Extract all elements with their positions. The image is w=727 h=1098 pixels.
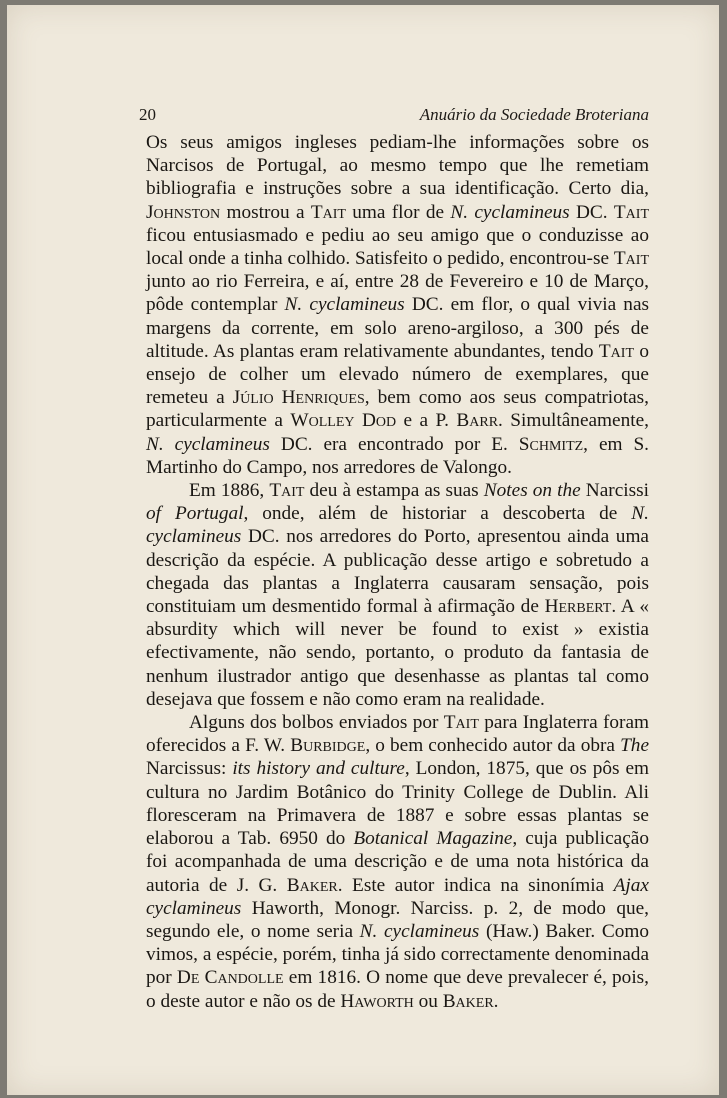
author-name: Tait [310, 201, 346, 223]
author-name: Schmitz [518, 433, 584, 455]
text-run: , bem como aos seus compatriotas, particularmente a [146, 387, 649, 432]
italic-text: N. cyclamineus [450, 201, 570, 223]
author-name: Tait [269, 480, 305, 502]
text-run: ou [413, 990, 443, 1012]
text-run: deu à estampa as suas [304, 480, 484, 502]
author-name: Haworth [340, 990, 414, 1012]
text-run: DC. era encontrado por E. [269, 433, 519, 455]
text-run: . [493, 990, 499, 1012]
book-page [7, 5, 719, 1095]
author-name: Tait [613, 201, 649, 223]
text-run: Haworth, Monogr. Narciss. p. 2, de modo que, segundo ele, o nome seria [146, 897, 649, 942]
author-name: Baker [442, 990, 494, 1012]
text-run: , cuja publicação foi acompanhada de uma descrição e de uma nota histórica da autoria de J. G. [146, 828, 649, 896]
italic-text: Ajax cyclamineus [146, 874, 649, 919]
text-run: , onde, além de historiar a descoberta de [243, 503, 632, 525]
text-run: , em S. Martinho do Campo, nos arredores de Valongo. [146, 433, 650, 478]
italic-text: N. cyclamineus [146, 503, 649, 548]
author-name: Herbert [544, 596, 612, 618]
text-run: Os seus amigos ingleses pediam-lhe informações sobre os Narcisos de Portugal, ao mesmo tempo que lhe remetiam bibliografia e instruções sobre a sua identificação. Certo dia, [146, 132, 649, 200]
running-head: Anuário da Sociedade Broteriana [419, 105, 649, 124]
paragraph [146, 711, 649, 1013]
italic-text: N. cyclamineus [284, 294, 405, 316]
author-name: Baker [286, 874, 338, 896]
text-run: Narcissi [580, 480, 649, 502]
italic-text: The [620, 735, 649, 757]
text-run: mostrou a [220, 201, 311, 223]
author-name: Johnston [146, 201, 221, 223]
text-run: para Inglaterra foram oferecidos a F. W. [146, 712, 650, 757]
text-run: em 1816. O nome que deve prevalecer é, pois, o deste autor e não os de [146, 967, 649, 1012]
text-run: e a P. [396, 410, 457, 432]
text-run: . A « absurdity which will never be found to exist » existia efectivamente, não sendo, portanto, o produto da fantasia de nenhum ilustrador antigo que desenhasse as plantas tal como desejava que fossem e não como eram na realidade. [146, 596, 649, 710]
text-run: . Simultâneamente, [498, 410, 649, 432]
italic-text: of Portugal [146, 503, 244, 525]
text-run: junto ao rio Ferreira, e aí, entre 28 de Fevereiro e 10 de Março, pôde contemplar [146, 271, 649, 316]
author-name: Júlio Henriques [232, 387, 365, 409]
italic-text: Botanical Magazine [353, 828, 513, 850]
text-run: Em 1886, [189, 480, 270, 502]
author-name: Burbidge [290, 735, 366, 757]
author-name: Barr [456, 410, 499, 432]
text-run: Alguns dos bolbos enviados por [189, 712, 444, 734]
author-name: Tait [613, 248, 649, 270]
text-run: DC. em flor, o qual vivia nas margens da corrente, em solo areno-argiloso, a 300 pés de altitude. As plantas eram relativamente abundantes, tendo [146, 294, 650, 362]
paragraph [146, 479, 649, 711]
text-run: . Este autor indica na sinonímia [337, 874, 614, 896]
text-run: DC. nos arredores do Porto, apresentou ainda uma descrição da espécie. A publicação desse artigo e sobretudo a chegada das plantas a Inglaterra causaram sensação, pois constituiam um desmentido formal à afirmação de [146, 526, 649, 618]
page-number: 20 [139, 105, 156, 124]
text-run: Narcissus: [146, 758, 233, 780]
italic-text: N. cyclamineus [359, 920, 480, 942]
paragraph [146, 131, 649, 479]
text-run: (Haw.) Baker. Como vimos, a espécie, porém, tinha já sido correctamente denominada por [146, 920, 649, 989]
italic-text: its history and culture [232, 758, 405, 780]
italic-text: Notes on the [483, 480, 581, 502]
author-name: De Candolle [176, 967, 284, 989]
text-run: o ensejo de colher um elevado número de exemplares, que remeteu a [146, 340, 649, 409]
text-run: , London, 1875, que os pôs em cultura no Jardim Botânico do Trinity College de Dublin. Ali floresceram na Primavera de 1887 e sobre essas plantas se elaborou a Tab. 6950 do [146, 758, 650, 850]
text-run: , o bem conhecido autor da obra [365, 735, 621, 757]
body-text [146, 131, 649, 1013]
author-name: Tait [598, 340, 634, 362]
text-run: DC. [569, 201, 614, 223]
italic-text: N. cyclamineus [146, 433, 270, 455]
text-run: ficou entusiasmado e pediu ao seu amigo que o conduzisse ao local onde a tinha colhido. Satisfeito o pedido, encontrou-se [146, 224, 649, 270]
author-name: Tait [443, 712, 479, 734]
text-run: uma flor de [345, 201, 451, 223]
author-name: Wolley Dod [290, 410, 397, 432]
page-header [139, 105, 649, 129]
